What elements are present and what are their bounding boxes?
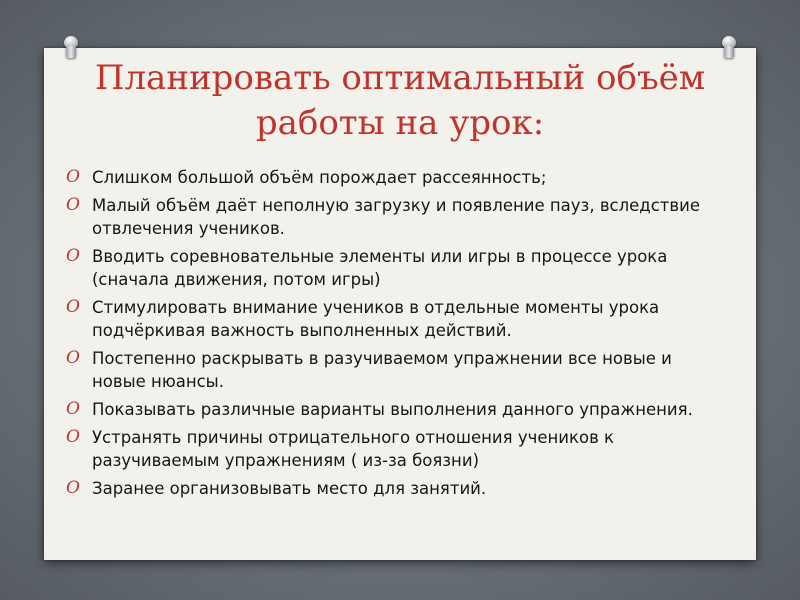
bullet-item [66,347,726,393]
bullet-marker-icon: O [66,167,80,187]
bullet-list [66,166,726,505]
pushpin-icon [722,36,736,58]
bullet-item [66,426,726,472]
bullet-text: Малый объём даёт неполную загрузку и появление пауз, вследствие отвлечения учеников. [92,196,701,238]
bullet-marker-icon: O [66,478,80,498]
bullet-marker-icon: O [66,246,80,266]
pushpin-icon [64,36,78,58]
bullet-marker-icon: O [66,427,80,447]
bullet-item [66,194,726,240]
bullet-text: Заранее организовывать место для занятий. [92,479,487,498]
bullet-text: Стимулировать внимание учеников в отдельные моменты урока подчёркивая важность выполненных действий. [92,298,660,340]
bullet-marker-icon: O [66,195,80,215]
bullet-item [66,398,726,421]
bullet-marker-icon: O [66,348,80,368]
slide-title: Планировать оптимальный объём работы на урок: [94,58,706,143]
bullet-text: Вводить соревновательные элементы или игры в процессе урока (сначала движения, потом игры) [92,247,668,289]
bullet-item [66,166,726,189]
bullet-text: Слишком большой объём порождает рассеянность; [92,168,547,187]
bullet-marker-icon: O [66,399,80,419]
bullet-text: Показывать различные варианты выполнения данного упражнения. [92,400,693,419]
bullet-item [66,245,726,291]
bullet-item [66,477,726,500]
bullet-text: Устранять причины отрицательного отношения учеников к разучиваемым упражнениям ( из-за боязни) [92,428,614,470]
bullet-marker-icon: O [66,297,80,317]
bullet-item [66,296,726,342]
bullet-text: Постепенно раскрывать в разучиваемом упражнении все новые и новые нюансы. [92,349,672,391]
